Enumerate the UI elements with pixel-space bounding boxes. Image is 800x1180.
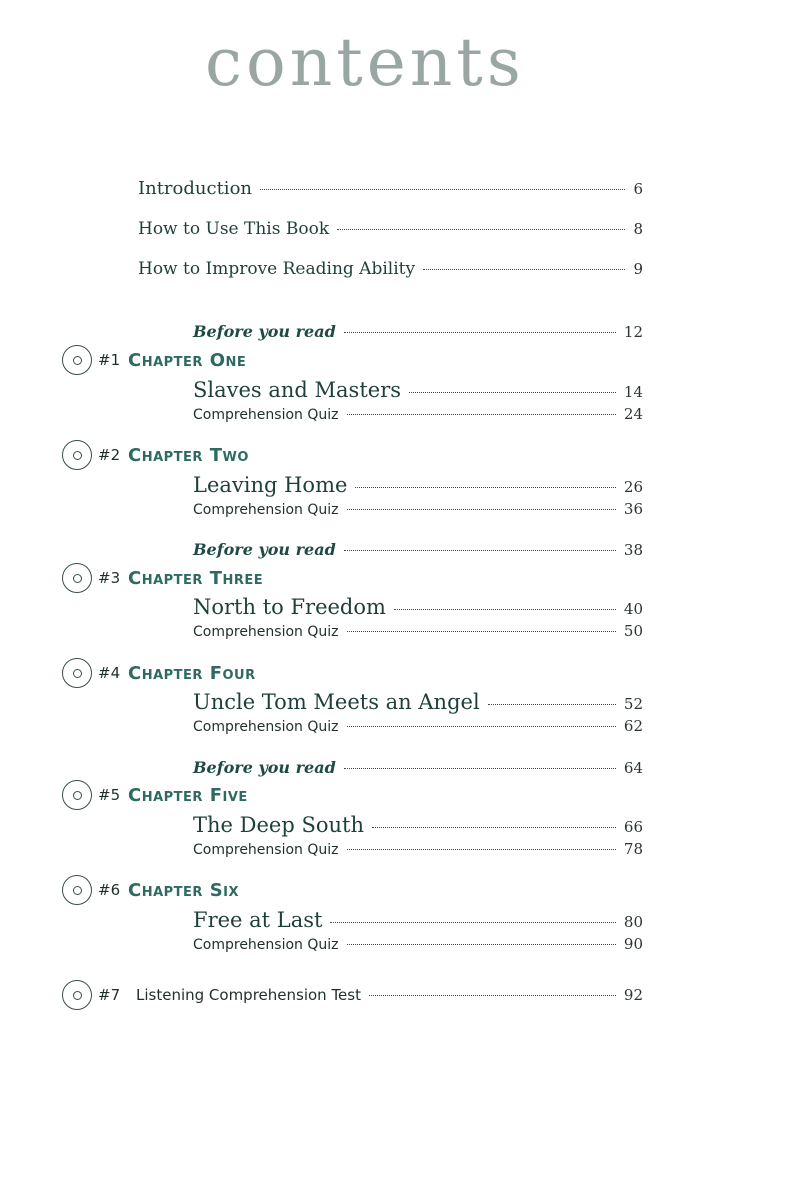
cd-audio-icon[interactable] [62,875,92,905]
toc-entry-chapter-title[interactable] [193,813,643,837]
toc-entry-how-to-use[interactable] [138,219,643,239]
toc-entry-label: Comprehension Quiz [193,624,339,640]
cd-hole [73,791,82,800]
leader-dots [394,609,616,610]
chapter-heading [62,658,256,688]
cd-audio-icon[interactable] [62,980,92,1010]
toc-entry-label: Slaves and Masters [193,378,402,402]
leader-dots [423,269,625,270]
leader-dots [355,487,615,488]
toc-entry-quiz[interactable] [193,840,643,858]
chapter-heading [62,875,239,905]
toc-entry-label: Comprehension Quiz [193,937,339,953]
toc-entry-label: Free at Last [193,908,323,932]
leader-dots [488,704,616,705]
leader-dots [344,550,616,551]
toc-entry-label: Comprehension Quiz [193,842,339,858]
leader-dots [347,849,616,850]
chapter-label: Chapter Four [128,662,256,684]
chapter-heading [62,563,263,593]
leader-dots [372,827,616,828]
toc-entry-label: Uncle Tom Meets an Angel [193,690,480,714]
cd-hole [73,991,82,1000]
toc-entry-label: How to Improve Reading Ability [138,259,416,279]
toc-page-number: 14 [623,383,643,401]
toc-page-number: 6 [633,180,643,198]
track-number: #7 [98,986,121,1004]
toc-entry-label: Comprehension Quiz [193,407,339,423]
toc-page-number: 52 [623,695,643,713]
toc-entry-label: Leaving Home [193,473,348,497]
toc-page-number: 64 [623,759,643,777]
cd-hole [73,451,82,460]
leader-dots [347,726,616,727]
chapter-label: Chapter Five [128,784,248,806]
track-number: #6 [98,881,121,899]
chapter-heading [62,345,246,375]
toc-page-number: 38 [623,541,643,559]
leader-dots [347,414,616,415]
track-number: #2 [98,446,121,464]
chapter-label: Chapter One [128,349,247,371]
chapter-label: Chapter Two [128,444,249,466]
cd-audio-icon[interactable] [62,563,92,593]
toc-entry-before-you-read[interactable] [193,322,643,341]
toc-page-number: 50 [623,622,643,640]
toc-entry-chapter-title[interactable] [193,908,643,932]
toc-page-number: 26 [623,478,643,496]
toc-entry-quiz[interactable] [193,500,643,518]
cd-audio-icon[interactable] [62,658,92,688]
toc-entry-label: Listening Comprehension Test [136,986,361,1004]
toc-page-number: 9 [633,260,643,278]
chapter-heading [62,440,249,470]
toc-entry-label: Before you read [193,540,336,559]
track-number: #5 [98,786,121,804]
toc-entry-before-you-read[interactable] [193,540,643,559]
toc-entry-before-you-read[interactable] [193,758,643,777]
toc-page-number: 8 [633,220,643,238]
toc-entry-chapter-title[interactable] [193,378,643,402]
toc-entry-improve-reading[interactable] [138,259,643,279]
toc-page-number: 12 [623,323,643,341]
chapter-label: Chapter Three [128,567,264,589]
toc-entry-introduction[interactable] [138,178,643,199]
leader-dots [347,631,616,632]
track-number: #3 [98,569,121,587]
cd-audio-icon[interactable] [62,345,92,375]
toc-page-number: 92 [623,986,643,1004]
leader-dots [369,995,616,996]
cd-audio-icon[interactable] [62,780,92,810]
leader-dots [260,189,625,190]
toc-entry-quiz[interactable] [193,717,643,735]
toc-page-number: 78 [623,840,643,858]
toc-entry-label: How to Use This Book [138,219,330,239]
toc-page-number: 24 [623,405,643,423]
track-number: #4 [98,664,121,682]
toc-entry-chapter-title[interactable] [193,473,643,497]
toc-entry-quiz[interactable] [193,935,643,953]
leader-dots [347,944,616,945]
toc-page-number: 66 [623,818,643,836]
listening-heading [62,980,128,1010]
toc-entry-label: Before you read [193,322,336,341]
toc-entry-label: Introduction [138,178,252,199]
toc-page-number: 80 [623,913,643,931]
leader-dots [344,768,616,769]
toc-entry-chapter-title[interactable] [193,595,643,619]
cd-hole [73,356,82,365]
cd-hole [73,574,82,583]
toc-entry-quiz[interactable] [193,622,643,640]
toc-page-number: 36 [623,500,643,518]
leader-dots [337,229,625,230]
track-number: #1 [98,351,121,369]
chapter-label: Chapter Six [128,879,240,901]
leader-dots [344,332,616,333]
cd-hole [73,886,82,895]
toc-entry-quiz[interactable] [193,405,643,423]
toc-entry-label: Comprehension Quiz [193,502,339,518]
chapter-heading [62,780,248,810]
toc-page-number: 90 [623,935,643,953]
toc-entry-chapter-title[interactable] [193,690,643,714]
toc-page-number: 40 [623,600,643,618]
toc-page-number: 62 [623,717,643,735]
toc-entry-label: North to Freedom [193,595,386,619]
toc-entry-listening-test[interactable] [136,986,643,1004]
leader-dots [330,922,615,923]
toc-entry-label: The Deep South [193,813,364,837]
cd-hole [73,669,82,678]
toc-entry-label: Comprehension Quiz [193,719,339,735]
toc-entry-label: Before you read [193,758,336,777]
leader-dots [347,509,616,510]
leader-dots [409,392,616,393]
page-title: contents [205,24,525,101]
cd-audio-icon[interactable] [62,440,92,470]
